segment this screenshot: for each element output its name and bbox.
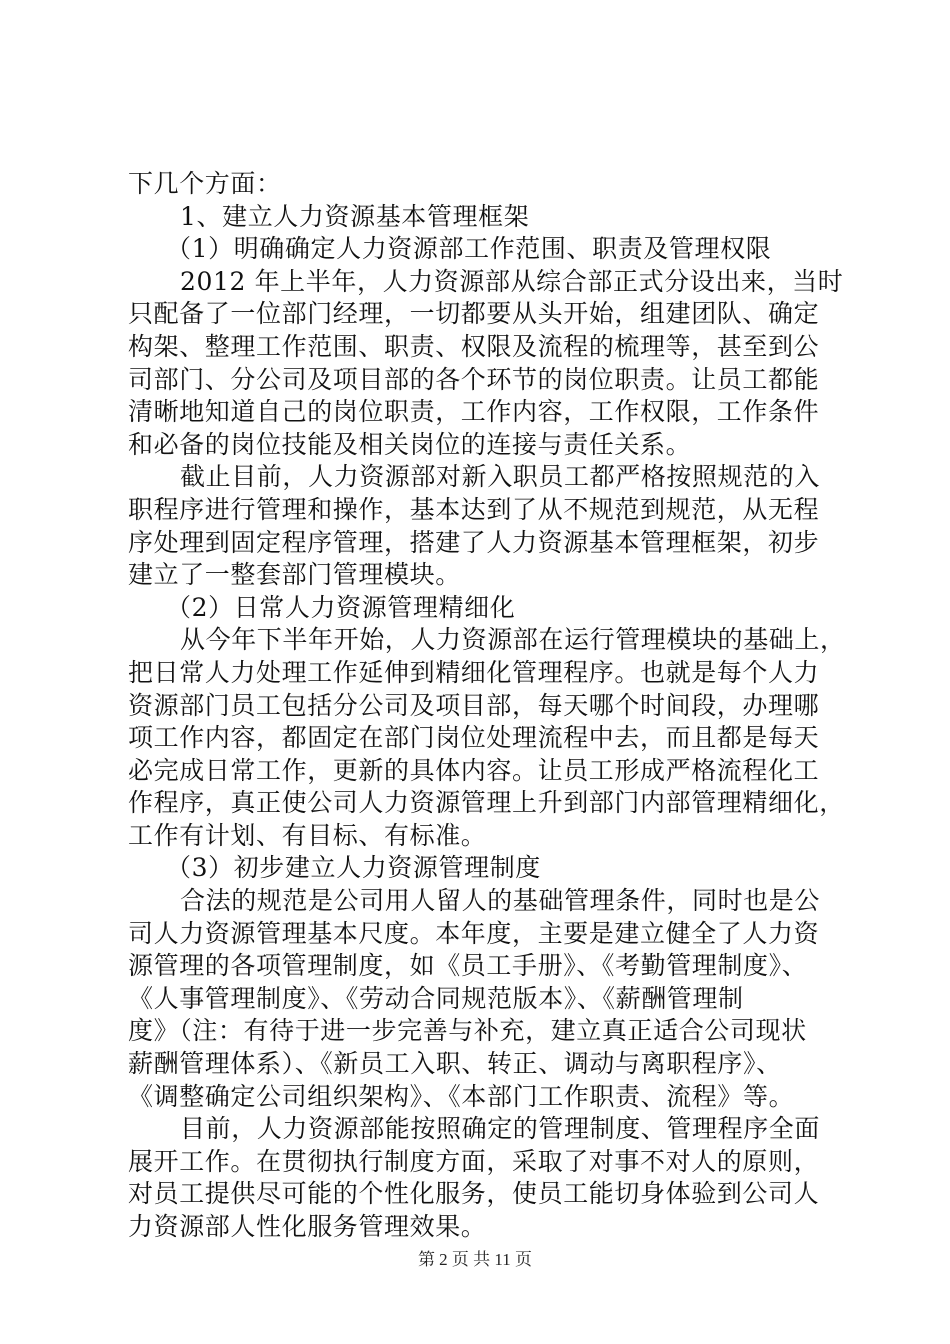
- subsection-heading: （1）明确确定人力资源部工作范围、职责及管理权限: [166, 234, 772, 264]
- paragraph-line: 只配备了一位部门经理，一切都要从头开始，组建团队、确定: [128, 299, 820, 329]
- paragraph-line: 《调整确定公司组织架构》、《本部门工作职责、流程》等。: [128, 1081, 795, 1111]
- page-footer: 第 2 页 共 11 页: [417, 1250, 533, 1269]
- paragraph-line: 序处理到固定程序管理，搭建了人力资源基本管理框架，初步: [128, 527, 820, 557]
- paragraph-line: 从今年下半年开始，人力资源部在运行管理模块的基础上，: [180, 625, 846, 655]
- paragraph-line: 项工作内容，都固定在部门岗位处理流程中去，而且都是每天: [128, 723, 820, 753]
- paragraph-line: 司部门、分公司及项目部的各个环节的岗位职责。让员工都能: [128, 364, 820, 394]
- paragraph-line: 度》（注：有待于进一步完善与补充，建立真正适合公司现状: [128, 1016, 807, 1046]
- paragraph-line: 2012 年上半年，人力资源部从综合部正式分设出来，当时: [180, 266, 844, 296]
- paragraph-line: 力资源部人性化服务管理效果。: [128, 1212, 487, 1241]
- paragraph-line: 目前，人力资源部能按照确定的管理制度、管理程序全面: [180, 1114, 821, 1144]
- paragraph-line: 合法的规范是公司用人留人的基础管理条件，同时也是公: [180, 886, 821, 916]
- paragraph-line: 薪酬管理体系）、《新员工入职、转正、调动与离职程序》、: [128, 1049, 782, 1079]
- paragraph-line: 清晰地知道自己的岗位职责，工作内容，工作权限，工作条件: [128, 397, 820, 427]
- paragraph-line: 构架、整理工作范围、职责、权限及流程的梳理等，甚至到公: [128, 331, 820, 361]
- paragraph-line: 对员工提供尽可能的个性化服务，使员工能切身体验到公司人: [128, 1179, 820, 1209]
- paragraph-line: 作程序，真正使公司人力资源管理上升到部门内部管理精细化，: [128, 788, 845, 818]
- paragraph-line: 和必备的岗位技能及相关岗位的连接与责任关系。: [128, 429, 692, 459]
- paragraph-line: 资源部门员工包括分公司及项目部，每天哪个时间段，办理哪: [128, 690, 820, 720]
- paragraph-line: 建立了一整套部门管理模块。: [128, 560, 461, 590]
- subsection-heading: （2）日常人力资源管理精细化: [166, 592, 516, 622]
- paragraph-line: 必完成日常工作，更新的具体内容。让员工形成严格流程化工: [128, 755, 820, 785]
- paragraph-line: 工作有计划、有目标、有标准。: [128, 820, 487, 850]
- subsection-heading: （3）初步建立人力资源管理制度: [166, 853, 541, 883]
- section-heading: 1、建立人力资源基本管理框架: [180, 201, 530, 231]
- paragraph-line: 展开工作。在贯彻执行制度方面，采取了对事不对人的原则，: [128, 1146, 820, 1176]
- paragraph-line: 源管理的各项管理制度，如《员工手册》、《考勤管理制度》、: [128, 951, 808, 981]
- paragraph-line: 截止目前，人力资源部对新入职员工都严格按照规范的入: [180, 462, 821, 492]
- paragraph-line: 职程序进行管理和操作，基本达到了从不规范到规范，从无程: [128, 494, 820, 524]
- document-body: [128, 168, 848, 1244]
- text-line: 下几个方面：: [128, 169, 282, 198]
- paragraph-line: 司人力资源管理基本尺度。本年度，主要是建立健全了人力资: [128, 918, 820, 948]
- paragraph-line: 《人事管理制度》、《劳动合同规范版本》、《薪酬管理制: [128, 983, 744, 1013]
- paragraph-line: 把日常人力处理工作延伸到精细化管理程序。也就是每个人力: [128, 657, 820, 687]
